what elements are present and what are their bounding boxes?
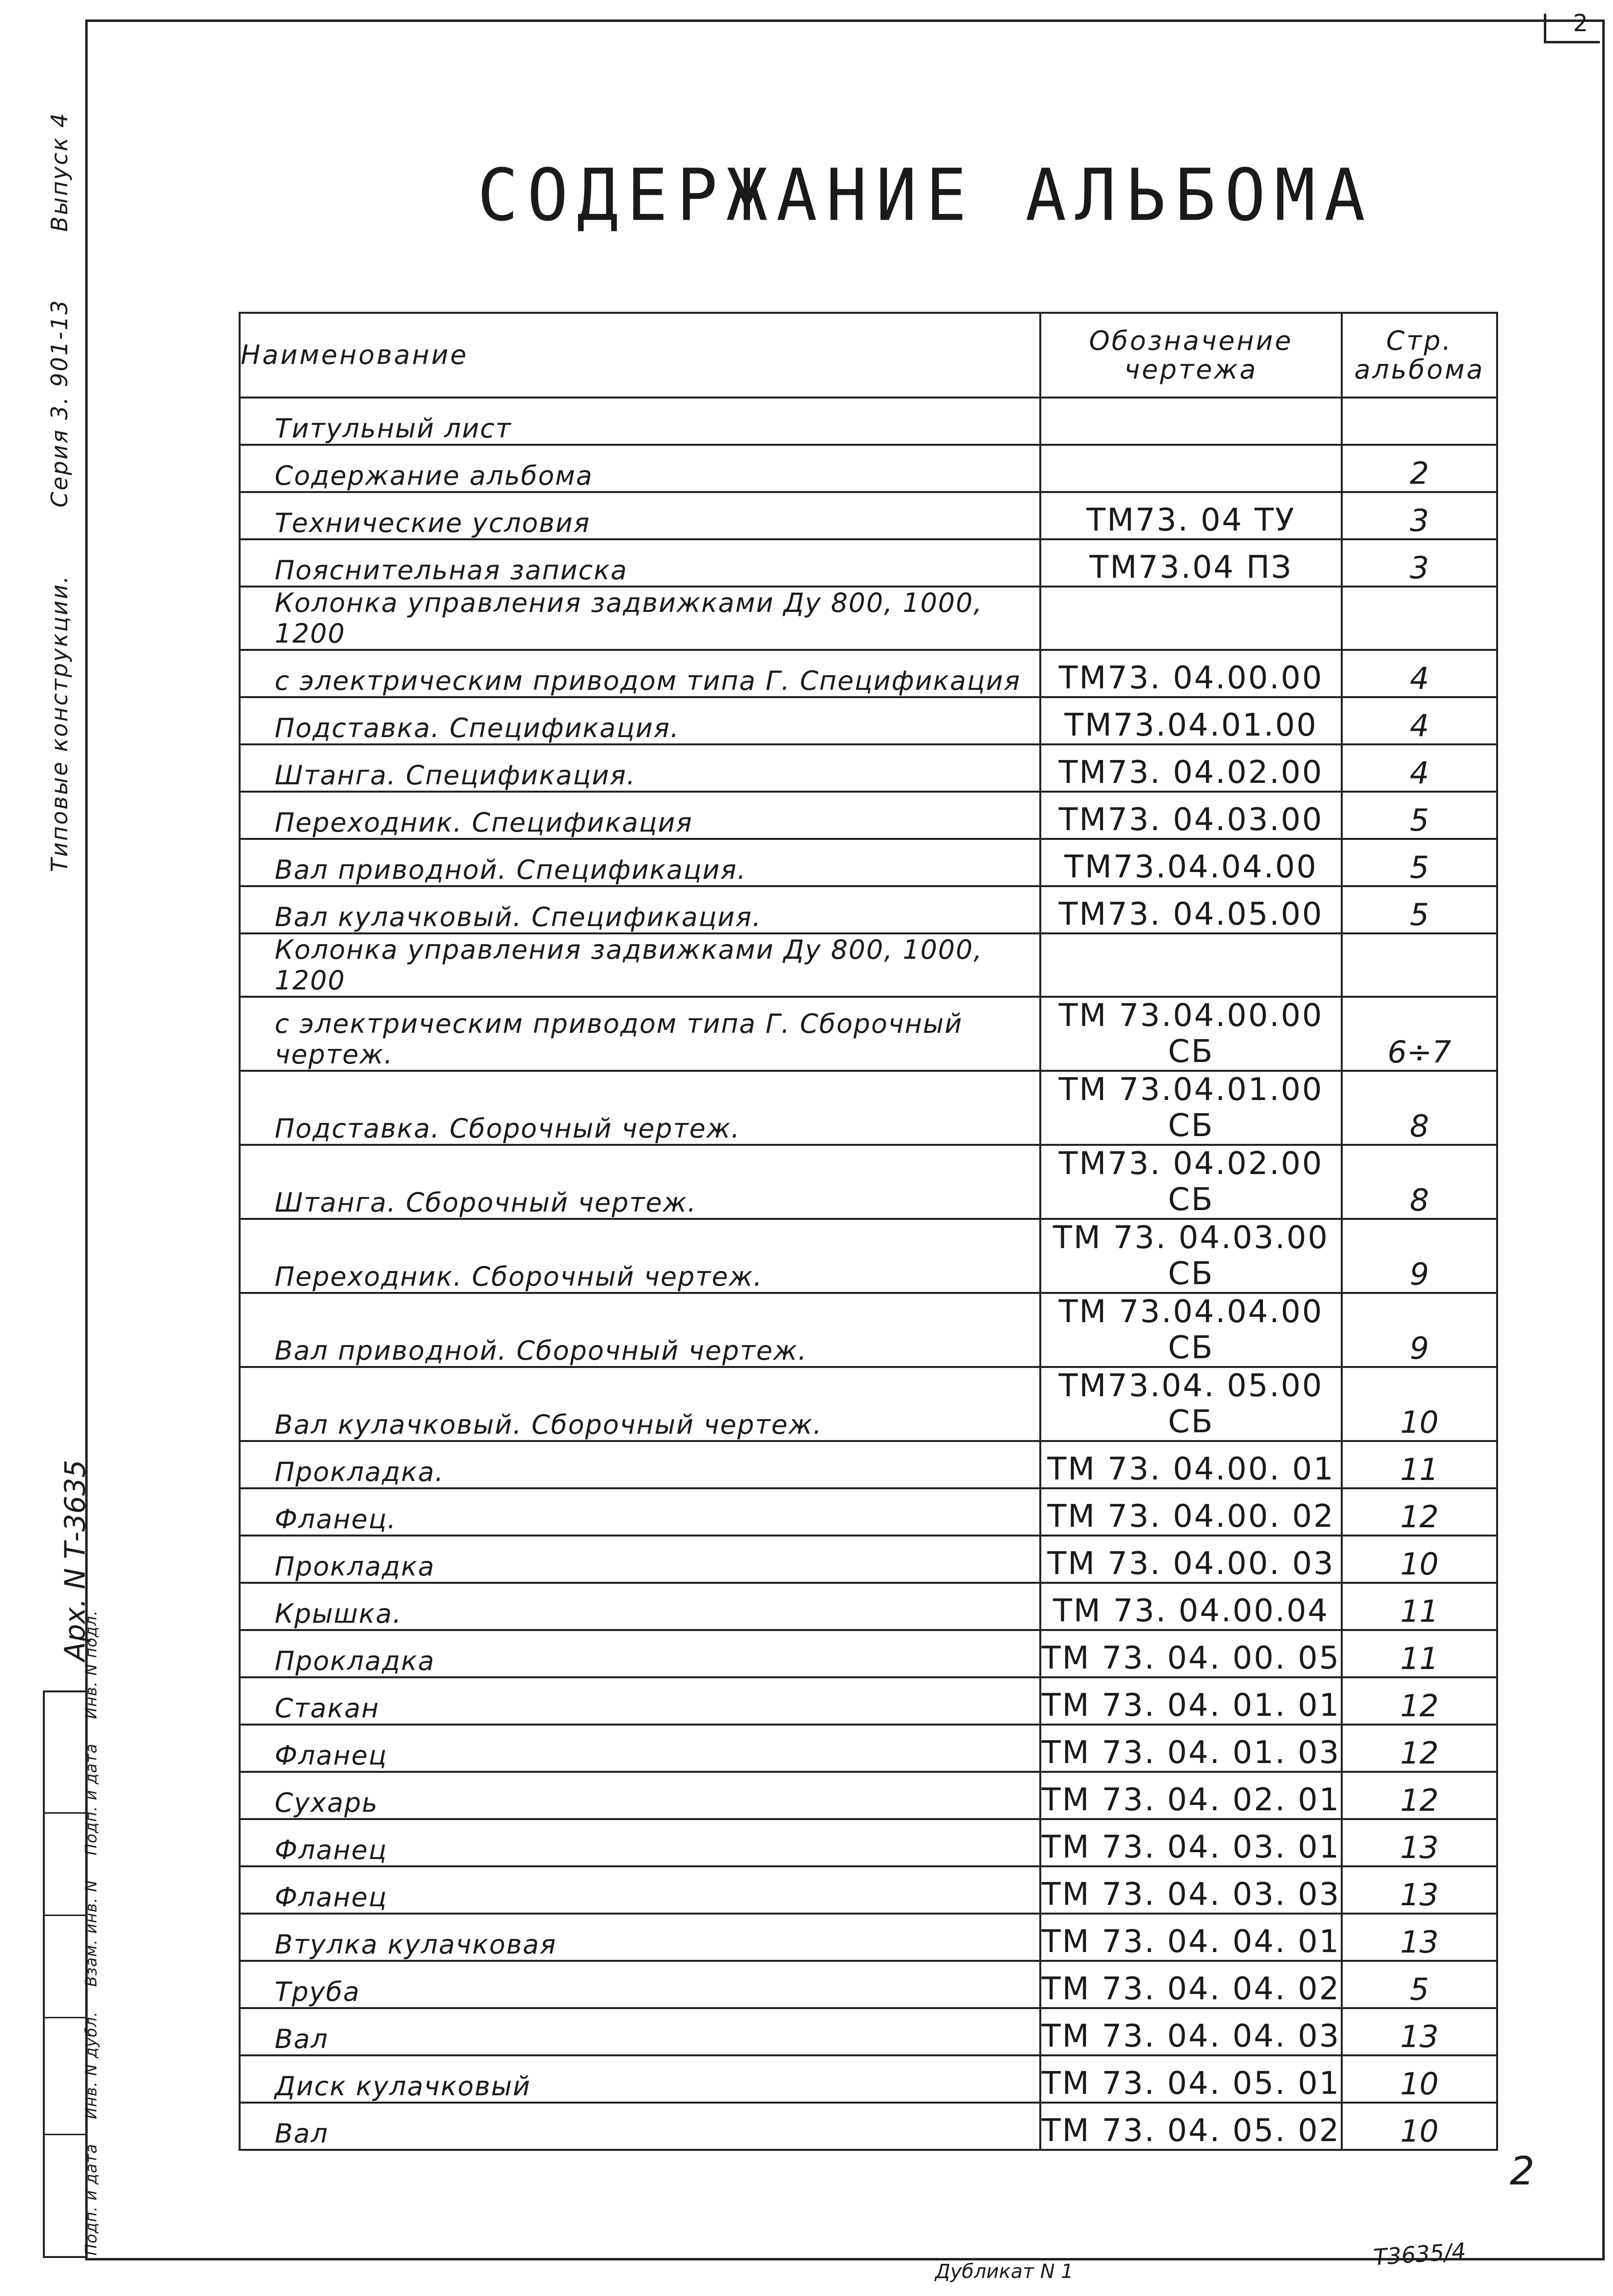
table-row	[240, 2055, 1497, 2103]
cell-designation: ТМ 73. 04. 02. 01	[1040, 1772, 1342, 1819]
table-row	[240, 697, 1497, 744]
cell-designation: ТМ 73. 04. 01. 03	[1040, 1725, 1342, 1772]
cell-name: Сухарь	[240, 1772, 1040, 1819]
cell-name: Подставка. Спецификация.	[240, 697, 1040, 744]
cell-name: Подставка. Сборочный чертеж.	[240, 1071, 1040, 1145]
cell-page: 11	[1342, 1441, 1497, 1488]
sheet-number-box	[1544, 14, 1600, 43]
cell-name: Втулка кулачковая	[240, 1914, 1040, 1961]
stamp-label: Подп. и дата	[82, 2144, 100, 2256]
cell-designation: ТМ 73. 04.00. 03	[1040, 1536, 1342, 1583]
table-row	[240, 2103, 1497, 2150]
table-row	[240, 1961, 1497, 2008]
cell-name: Диск кулачковый	[240, 2055, 1040, 2103]
cell-page: 3	[1342, 539, 1497, 587]
cell-designation: ТМ 73. 04. 04. 02	[1040, 1961, 1342, 2008]
cell-designation: ТМ 73. 04. 05. 01	[1040, 2055, 1342, 2103]
table-row	[240, 744, 1497, 792]
stamp-divider	[43, 2134, 88, 2135]
cell-designation: ТМ 73. 04. 04. 03	[1040, 2008, 1342, 2055]
stamp-label: Подп. и дата	[82, 1743, 100, 1856]
table-header-row	[240, 313, 1497, 398]
table-row	[240, 792, 1497, 839]
cell-designation: ТМ73. 04.05.00	[1040, 886, 1342, 933]
table-row	[240, 1536, 1497, 1583]
cell-designation: ТМ73. 04.02.00	[1040, 744, 1342, 792]
cell-designation: ТМ 73. 04. 04. 01	[1040, 1914, 1342, 1961]
cell-designation: ТМ 73. 04. 00. 05	[1040, 1630, 1342, 1677]
cell-page: 4	[1342, 697, 1497, 744]
cell-page: 13	[1342, 1914, 1497, 1961]
cell-designation: ТМ 73.04.04.00 СБ	[1040, 1293, 1342, 1367]
cell-designation: ТМ 73. 04. 01. 01	[1040, 1677, 1342, 1725]
cell-page: 12	[1342, 1677, 1497, 1725]
cell-name: Колонка управления задвижками Ду 800, 1000, 1200	[240, 933, 1040, 997]
header-name: Наименование	[240, 313, 1040, 398]
table-row	[240, 1367, 1497, 1441]
table-row	[240, 492, 1497, 539]
stamp-labels	[82, 1586, 100, 2256]
cell-page	[1342, 587, 1497, 650]
cell-designation: ТМ73. 04 ТУ	[1040, 492, 1342, 539]
cell-page: 12	[1342, 1772, 1497, 1819]
cell-designation	[1040, 398, 1342, 445]
table-row	[240, 1219, 1497, 1293]
cell-name: Колонка управления задвижками Ду 800, 1000, 1200	[240, 587, 1040, 650]
cell-name: Вал кулачковый. Сборочный чертеж.	[240, 1367, 1040, 1441]
cell-name: Вал кулачковый. Спецификация.	[240, 886, 1040, 933]
cell-page: 4	[1342, 744, 1497, 792]
cell-designation: ТМ 73. 04.00. 02	[1040, 1488, 1342, 1536]
cell-designation: ТМ 73. 04. 03. 01	[1040, 1819, 1342, 1866]
table-row	[240, 2008, 1497, 2055]
table-row	[240, 1583, 1497, 1630]
duplicate-note: Дубликат N 1	[935, 2260, 1073, 2283]
side-caption-issue: Выпуск 4	[46, 112, 73, 232]
table-row	[240, 886, 1497, 933]
table-row	[240, 997, 1497, 1071]
cell-designation: ТМ 73. 04.00. 01	[1040, 1441, 1342, 1488]
table-row	[240, 1725, 1497, 1772]
stamp-label: Инв. N подл.	[82, 1610, 100, 1719]
cell-designation: ТМ73.04. 05.00 СБ	[1040, 1367, 1342, 1441]
cell-designation: ТМ73.04 ПЗ	[1040, 539, 1342, 587]
cell-name: с электрическим приводом типа Г. Спецификация	[240, 650, 1040, 697]
inventory-number: Т3635/4	[1372, 2238, 1467, 2271]
cell-page: 6÷7	[1342, 997, 1497, 1071]
cell-designation: ТМ73. 04.02.00 СБ	[1040, 1145, 1342, 1219]
cell-page: 4	[1342, 650, 1497, 697]
cell-page: 8	[1342, 1145, 1497, 1219]
header-designation: Обозначение чертежа	[1040, 313, 1342, 398]
stamp-divider	[43, 2017, 88, 2018]
cell-page: 13	[1342, 2008, 1497, 2055]
cell-page: 5	[1342, 886, 1497, 933]
cell-designation	[1040, 933, 1342, 997]
table-row	[240, 1293, 1497, 1367]
cell-page: 9	[1342, 1219, 1497, 1293]
cell-name: Переходник. Сборочный чертеж.	[240, 1219, 1040, 1293]
cell-designation: ТМ73. 04.00.00	[1040, 650, 1342, 697]
cell-name: Фланец	[240, 1819, 1040, 1866]
cell-page: 11	[1342, 1630, 1497, 1677]
cell-designation: ТМ 73. 04. 03. 03	[1040, 1866, 1342, 1914]
cell-name: Стакан	[240, 1677, 1040, 1725]
table-row	[240, 1677, 1497, 1725]
table-row	[240, 1630, 1497, 1677]
cell-name: Фланец.	[240, 1488, 1040, 1536]
cell-name: Переходник. Спецификация	[240, 792, 1040, 839]
cell-name: Вал	[240, 2103, 1040, 2150]
cell-page: 12	[1342, 1488, 1497, 1536]
cell-page: 11	[1342, 1583, 1497, 1630]
cell-designation: ТМ 73.04.01.00 СБ	[1040, 1071, 1342, 1145]
cell-name: Пояснительная записка	[240, 539, 1040, 587]
cell-name: Фланец	[240, 1725, 1040, 1772]
table-row	[240, 398, 1497, 445]
table-row	[240, 539, 1497, 587]
cell-page: 13	[1342, 1866, 1497, 1914]
table-row	[240, 650, 1497, 697]
cell-name: Прокладка	[240, 1536, 1040, 1583]
handwritten-page-mark: 2	[1510, 2148, 1535, 2194]
document-title: СОДЕРЖАНИЕ АЛЬБОМА	[477, 153, 1374, 238]
cell-designation: ТМ73.04.01.00	[1040, 697, 1342, 744]
header-page: Стр. альбома	[1342, 313, 1497, 398]
table-row	[240, 1914, 1497, 1961]
cell-name: Содержание альбома	[240, 445, 1040, 492]
table-row	[240, 839, 1497, 886]
cell-designation: ТМ73.04.04.00	[1040, 839, 1342, 886]
cell-page: 5	[1342, 839, 1497, 886]
cell-page: 12	[1342, 1725, 1497, 1772]
cell-page: 13	[1342, 1819, 1497, 1866]
contents-table	[239, 312, 1498, 2151]
table-row	[240, 445, 1497, 492]
table-row	[240, 933, 1497, 997]
table-row	[240, 1866, 1497, 1914]
table-row	[240, 587, 1497, 650]
table-row	[240, 1488, 1497, 1536]
cell-name: Вал приводной. Сборочный чертеж.	[240, 1293, 1040, 1367]
cell-designation: ТМ 73. 04.03.00 СБ	[1040, 1219, 1342, 1293]
cell-name: Вал приводной. Спецификация.	[240, 839, 1040, 886]
cell-page: 10	[1342, 1536, 1497, 1583]
table-body	[240, 398, 1497, 2150]
cell-page: 10	[1342, 2055, 1497, 2103]
approval-stamp-column	[43, 1690, 88, 2258]
stamp-divider	[43, 1915, 88, 1916]
cell-name: Вал	[240, 2008, 1040, 2055]
stamp-divider	[43, 1812, 88, 1814]
cell-name: Прокладка	[240, 1630, 1040, 1677]
stamp-label: Инв. N дубл.	[82, 2011, 100, 2120]
side-caption	[46, 54, 73, 872]
cell-name: Титульный лист	[240, 398, 1040, 445]
cell-page: 5	[1342, 792, 1497, 839]
cell-page: 5	[1342, 1961, 1497, 2008]
table-row	[240, 1145, 1497, 1219]
cell-page: 3	[1342, 492, 1497, 539]
archive-number: Арх. N Т-3635	[58, 1460, 92, 1661]
cell-page: 9	[1342, 1293, 1497, 1367]
cell-page: 2	[1342, 445, 1497, 492]
table-row	[240, 1819, 1497, 1866]
cell-name: Труба	[240, 1961, 1040, 2008]
cell-name: Крышка.	[240, 1583, 1040, 1630]
table-row	[240, 1071, 1497, 1145]
cell-name: Технические условия	[240, 492, 1040, 539]
cell-page: 8	[1342, 1071, 1497, 1145]
cell-designation	[1040, 445, 1342, 492]
table-row	[240, 1772, 1497, 1819]
cell-designation: ТМ 73. 04. 05. 02	[1040, 2103, 1342, 2150]
cell-designation: ТМ 73. 04.00.04	[1040, 1583, 1342, 1630]
table-row	[240, 1441, 1497, 1488]
cell-page	[1342, 398, 1497, 445]
cell-page: 10	[1342, 2103, 1497, 2150]
cell-designation	[1040, 587, 1342, 650]
cell-page	[1342, 933, 1497, 997]
cell-designation: ТМ73. 04.03.00	[1040, 792, 1342, 839]
sheet-number: 2	[1573, 10, 1588, 37]
cell-name: Прокладка.	[240, 1441, 1040, 1488]
cell-name: Фланец	[240, 1866, 1040, 1914]
cell-name: с электрическим приводом типа Г. Сборочный чертеж.	[240, 997, 1040, 1071]
cell-page: 10	[1342, 1367, 1497, 1441]
cell-designation: ТМ 73.04.00.00 СБ	[1040, 997, 1342, 1071]
side-caption-series: Серия 3. 901-13	[46, 299, 73, 508]
side-caption-series-type: Типовые конструкции.	[46, 574, 73, 872]
cell-name: Штанга. Сборочный чертеж.	[240, 1145, 1040, 1219]
stamp-label: Взам. инв. N	[82, 1879, 100, 1987]
cell-name: Штанга. Спецификация.	[240, 744, 1040, 792]
